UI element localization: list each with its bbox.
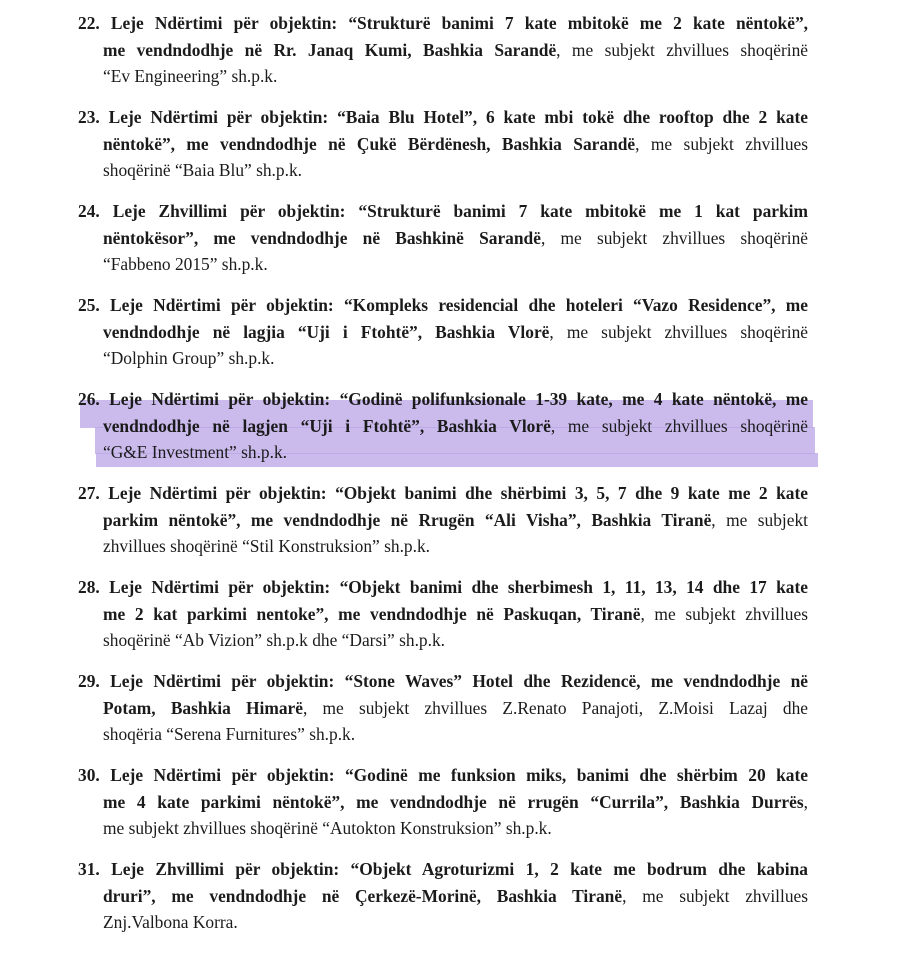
plain-text: , me subjekt zhvillues	[640, 603, 808, 624]
bold-text: druri”, me vendndodhje në Çerkezë-Morinë, Bashkia Tiranë	[103, 885, 623, 906]
permit-item	[78, 292, 808, 372]
permit-line	[78, 10, 808, 37]
permit-line	[78, 413, 808, 440]
item-number: 29.	[78, 671, 100, 691]
plain-text: “Fabbeno 2015” sh.p.k.	[103, 254, 268, 274]
bold-text: Leje Ndërtimi për objektin: “Baia Blu Hotel”, 6 kate mbi tokë dhe rooftop dhe 2 kate	[108, 107, 808, 127]
plain-text: Znj.Valbona Korra.	[103, 912, 238, 932]
permit-line	[78, 574, 808, 601]
plain-text: ,	[803, 791, 808, 812]
permit-line	[78, 601, 808, 628]
plain-text: zhvillues shoqërinë “Stil Konstruksion” sh.p.k.	[103, 536, 431, 556]
plain-text: shoqërinë “Ab Vizion” sh.p.k dhe “Darsi” sh.p.k.	[103, 630, 446, 650]
permit-item	[78, 480, 808, 560]
permit-line	[78, 225, 808, 252]
plain-text: shoqëria “Serena Furnitures” sh.p.k.	[103, 724, 356, 744]
permit-line	[78, 319, 808, 346]
bold-text: Potam, Bashkia Himarë	[103, 697, 303, 718]
item-number: 25.	[78, 295, 100, 315]
bold-text: Leje Ndërtimi për objektin: “Stone Waves” Hotel dhe Rezidencë, me vendndodhje në	[110, 671, 808, 691]
permit-line	[78, 198, 808, 225]
plain-text: , me subjekt zhvillues shoqërinë	[540, 227, 808, 248]
permit-line	[78, 386, 808, 413]
item-number: 24.	[78, 201, 100, 221]
permit-item	[78, 762, 808, 842]
plain-text: , me subjekt zhvillues	[635, 133, 808, 154]
permit-item	[78, 574, 808, 654]
plain-text: , me subjekt zhvillues shoqërinë	[550, 415, 808, 436]
plain-text: , me subjekt	[711, 509, 808, 530]
bold-text: parkim nëntokë”, me vendndodhje në Rrugën “Ali Visha”, Bashkia Tiranë	[103, 509, 712, 530]
plain-text: , me subjekt zhvillues shoqërinë	[556, 39, 809, 60]
permit-line	[78, 815, 808, 842]
bold-text: Leje Ndërtimi për objektin: “Kompleks residencial dhe hoteleri “Vazo Residence”, me	[110, 295, 808, 315]
permit-item	[78, 104, 808, 184]
item-number: 28.	[78, 577, 100, 597]
item-number: 22.	[78, 13, 100, 33]
permit-item	[78, 386, 808, 466]
bold-text: Leje Zhvillimi për objektin: “Objekt Agroturizmi 1, 2 kate me bodrum dhe kabina	[111, 859, 808, 879]
permit-line	[78, 507, 808, 534]
permit-line	[78, 439, 808, 466]
bold-text: me 4 kate parkimi nëntokë”, me vendndodhje në rrugën “Currila”, Bashkia Durrës	[103, 791, 804, 812]
item-number: 27.	[78, 483, 100, 503]
permit-line	[78, 721, 808, 748]
permit-line	[78, 762, 808, 789]
bold-text: nëntokë”, me vendndodhje në Çukë Bërdënesh, Bashkia Sarandë	[103, 133, 636, 154]
permit-line	[78, 37, 808, 64]
permit-line	[78, 63, 808, 90]
bold-text: me 2 kat parkimi nentoke”, me vendndodhje në Paskuqan, Tiranë	[103, 603, 641, 624]
plain-text: shoqërinë “Baia Blu” sh.p.k.	[103, 160, 302, 180]
permit-line	[78, 104, 808, 131]
permit-line	[78, 668, 808, 695]
permit-item	[78, 198, 808, 278]
permit-line	[78, 627, 808, 654]
plain-text: “G&E Investment” sh.p.k.	[103, 442, 288, 462]
item-number: 31.	[78, 859, 100, 879]
permit-line	[78, 856, 808, 883]
permit-line	[78, 480, 808, 507]
permit-line	[78, 909, 808, 936]
item-number: 26.	[78, 389, 100, 409]
plain-text: me subjekt zhvillues shoqërinë “Autokton Konstruksion” sh.p.k.	[103, 818, 552, 838]
permit-line	[78, 157, 808, 184]
plain-text: , me subjekt zhvillues	[622, 885, 808, 906]
plain-text: “Ev Engineering” sh.p.k.	[103, 66, 278, 86]
permit-line	[78, 251, 808, 278]
permit-item	[78, 856, 808, 936]
permit-line	[78, 883, 808, 910]
plain-text: , me subjekt zhvillues shoqërinë	[549, 321, 808, 342]
plain-text: , me subjekt zhvillues Z.Renato Panajoti, Z.Moisi Lazaj dhe	[302, 697, 809, 718]
bold-text: vendndodhje në lagjen “Uji i Ftohtë”, Bashkia Vlorë	[103, 415, 551, 436]
bold-text: vendndodhje në lagjia “Uji i Ftohtë”, Bashkia Vlorë	[103, 321, 550, 342]
bold-text: Leje Zhvillimi për objektin: “Strukturë banimi 7 kate mbitokë me 1 kat parkim	[112, 201, 808, 221]
permit-line	[78, 789, 808, 816]
bold-text: nëntokësor”, me vendndodhje në Bashkinë Sarandë	[103, 227, 541, 248]
item-number: 30.	[78, 765, 100, 785]
permit-line	[78, 292, 808, 319]
plain-text: “Dolphin Group” sh.p.k.	[103, 348, 275, 368]
permit-line	[78, 345, 808, 372]
bold-text: Leje Ndërtimi për objektin: “Godinë me funksion miks, banimi dhe shërbim 20 kate	[110, 765, 808, 785]
permit-line	[78, 533, 808, 560]
item-number: 23.	[78, 107, 100, 127]
bold-text: me vendndodhje në Rr. Janaq Kumi, Bashkia Sarandë	[103, 39, 557, 60]
permit-item	[78, 10, 808, 90]
bold-text: Leje Ndërtimi për objektin: “Strukturë banimi 7 kate mbitokë me 2 kate nëntokë”,	[110, 13, 808, 33]
bold-text: Leje Ndërtimi për objektin: “Objekt banimi dhe shërbimi 3, 5, 7 dhe 9 kate me 2 kate	[108, 483, 808, 503]
bold-text: Leje Ndërtimi për objektin: “Godinë polifunksionale 1-39 kate, me 4 kate nëntokë, me	[109, 389, 808, 409]
bold-text: Leje Ndërtimi për objektin: “Objekt banimi dhe sherbimesh 1, 11, 13, 14 dhe 17 kate	[109, 577, 808, 597]
permit-item	[78, 668, 808, 748]
permit-line	[78, 131, 808, 158]
permit-line	[78, 695, 808, 722]
